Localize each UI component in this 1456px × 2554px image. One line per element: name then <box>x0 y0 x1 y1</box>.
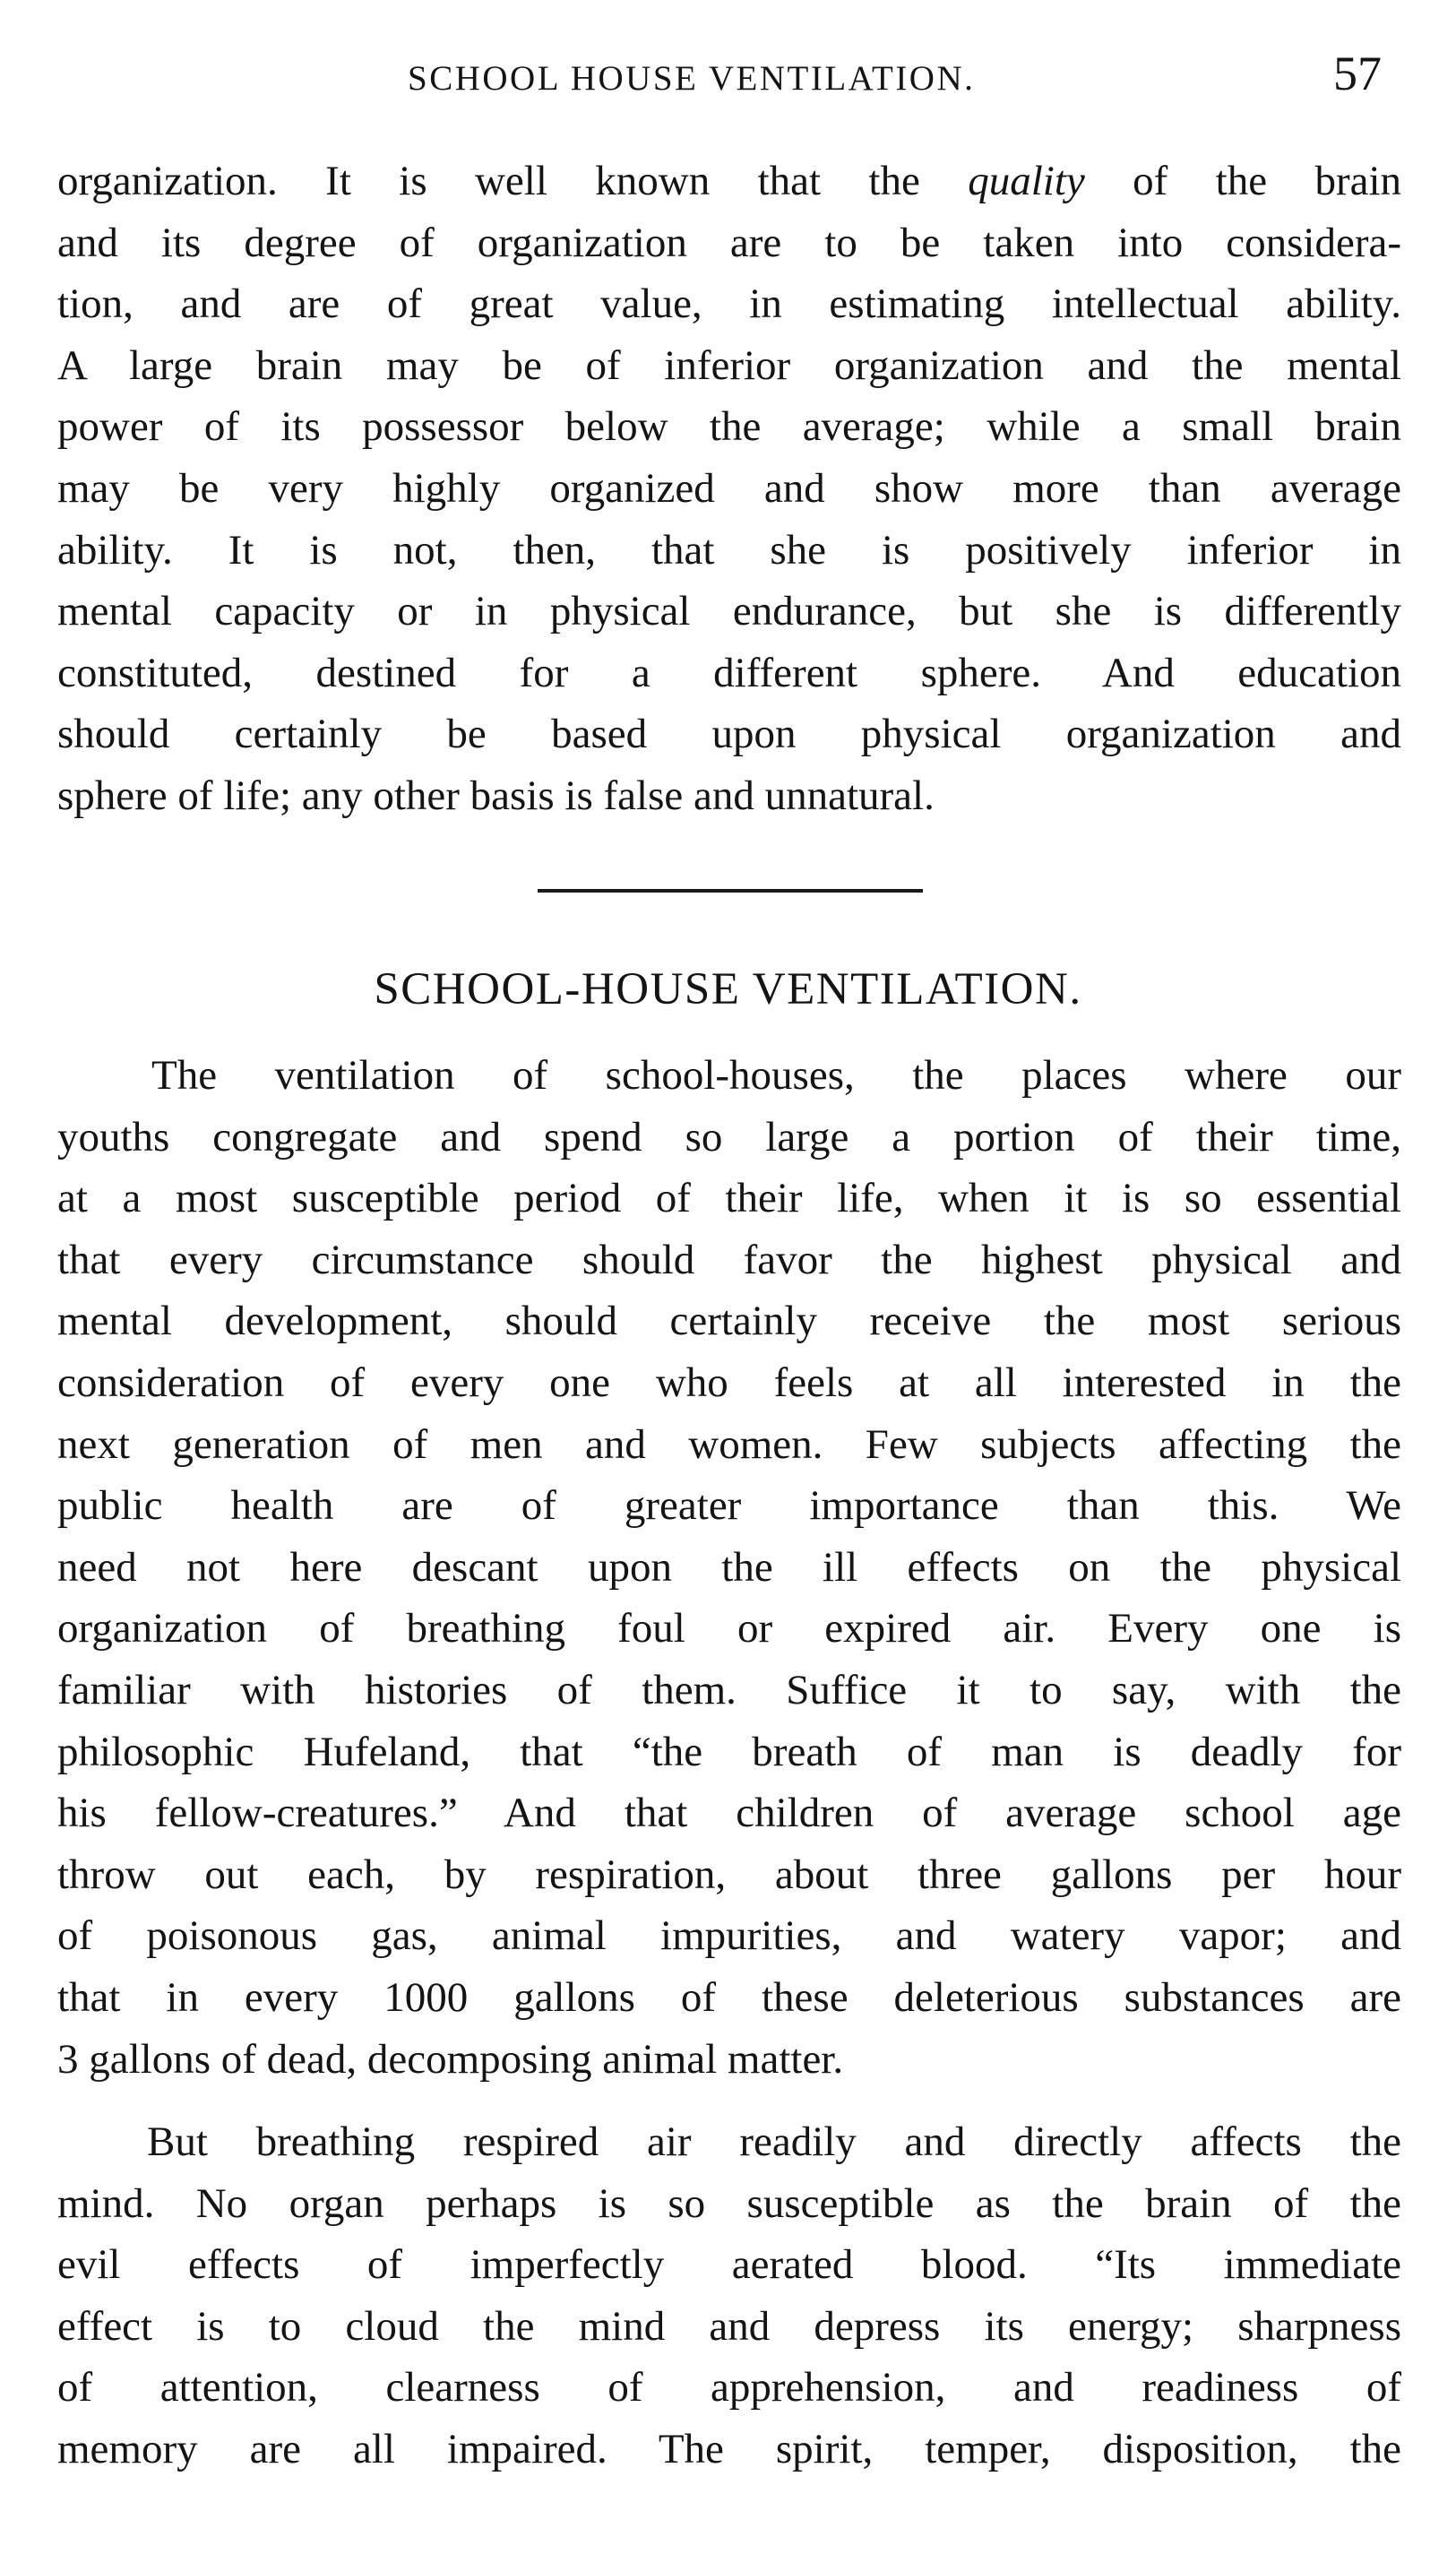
paragraph-line: should certainly be based upon physical organization and <box>57 711 1401 758</box>
paragraph-line: A large brain may be of inferior organization and the mental <box>57 341 1401 389</box>
running-head-title: SCHOOL HOUSE VENTILATION. <box>408 59 976 98</box>
paragraph-line: may be very highly organized and show more than average <box>57 464 1401 512</box>
paragraph-line: effect is to cloud the mind and depress its energy; sharpness <box>57 2302 1401 2350</box>
paragraph-line: ability. It is not, then, that she is positively inferior in <box>57 526 1401 574</box>
paragraph-line: memory are all impaired. The spirit, temper, disposition, the <box>57 2425 1401 2472</box>
paragraph-line: tion, and are of great value, in estimating intellectual ability. <box>57 280 1401 328</box>
running-head <box>0 47 1456 106</box>
paragraph-line: that in every 1000 gallons of these deleterious substances are <box>57 1973 1401 2021</box>
paragraph-line: organization of breathing foul or expired air. Every one is <box>57 1605 1401 1652</box>
section-heading: SCHOOL-HOUSE VENTILATION. <box>374 964 1082 1014</box>
paragraph-line: But breathing respired air readily and directly affects the <box>147 2118 1401 2165</box>
paragraph-line: constituted, destined for a different sphere. And education <box>57 649 1401 696</box>
paragraph-line: The ventilation of school-houses, the places where our <box>151 1052 1401 1099</box>
paragraph-line: of attention, clearness of apprehension, and readiness of <box>57 2364 1401 2412</box>
paragraph-line: familiar with histories of them. Suffice it to say, with the <box>57 1666 1401 1713</box>
paragraph-line: his fellow-creatures.” And that children of average school age <box>57 1790 1401 1837</box>
line-text: organization. It is well known that the <box>57 158 969 204</box>
paragraph-breathing <box>57 2111 1401 2481</box>
paragraph-line: mental capacity or in physical endurance, but she is differently <box>57 588 1401 635</box>
paragraph-ventilation <box>57 1045 1401 2090</box>
paragraph-line: mental development, should certainly receive the most serious <box>57 1298 1401 1345</box>
paragraph-line: of poisonous gas, animal impurities, and watery vapor; and <box>57 1912 1401 1960</box>
paragraph-line: need not here descant upon the ill effects on the physical <box>57 1543 1401 1591</box>
paragraph-line: power of its possessor below the average; while a small brain <box>57 403 1401 451</box>
paragraph-line: and its degree of organization are to be taken into considera- <box>57 219 1401 266</box>
paragraph-line: philosophic Hufeland, that “the breath of man is deadly for <box>57 1728 1401 1775</box>
paragraph-line: throw out each, by respiration, about three gallons per hour <box>57 1851 1401 1898</box>
page-number: 57 <box>1333 47 1382 100</box>
paragraph-line: evil effects of imperfectly aerated blood. “Its immediate <box>57 2241 1401 2289</box>
paragraph-line: that every circumstance should favor the highest physical and <box>57 1236 1401 1283</box>
paragraph-line <box>57 151 1401 212</box>
paragraph-continued <box>57 151 1401 827</box>
paragraph-line: public health are of greater importance than this. We <box>57 1482 1401 1530</box>
section-divider-rule <box>538 889 923 893</box>
line-text: of the brain <box>1084 158 1402 204</box>
paragraph-line: at a most susceptible period of their life, when it is so essential <box>57 1175 1401 1222</box>
paragraph-line: consideration of every one who feels at all interested in the <box>57 1359 1401 1406</box>
paragraph-line: next generation of men and women. Few subjects affecting the <box>57 1420 1401 1468</box>
italic-word: quality <box>968 158 1085 204</box>
paragraph-line: youths congregate and spend so large a portion of their time, <box>57 1113 1401 1161</box>
paragraph-line: 3 gallons of dead, decomposing animal matter. <box>57 2035 844 2083</box>
paragraph-line: sphere of life; any other basis is false and unnatural. <box>57 772 935 819</box>
paragraph-line: mind. No organ perhaps is so susceptible as the brain of the <box>57 2179 1401 2227</box>
